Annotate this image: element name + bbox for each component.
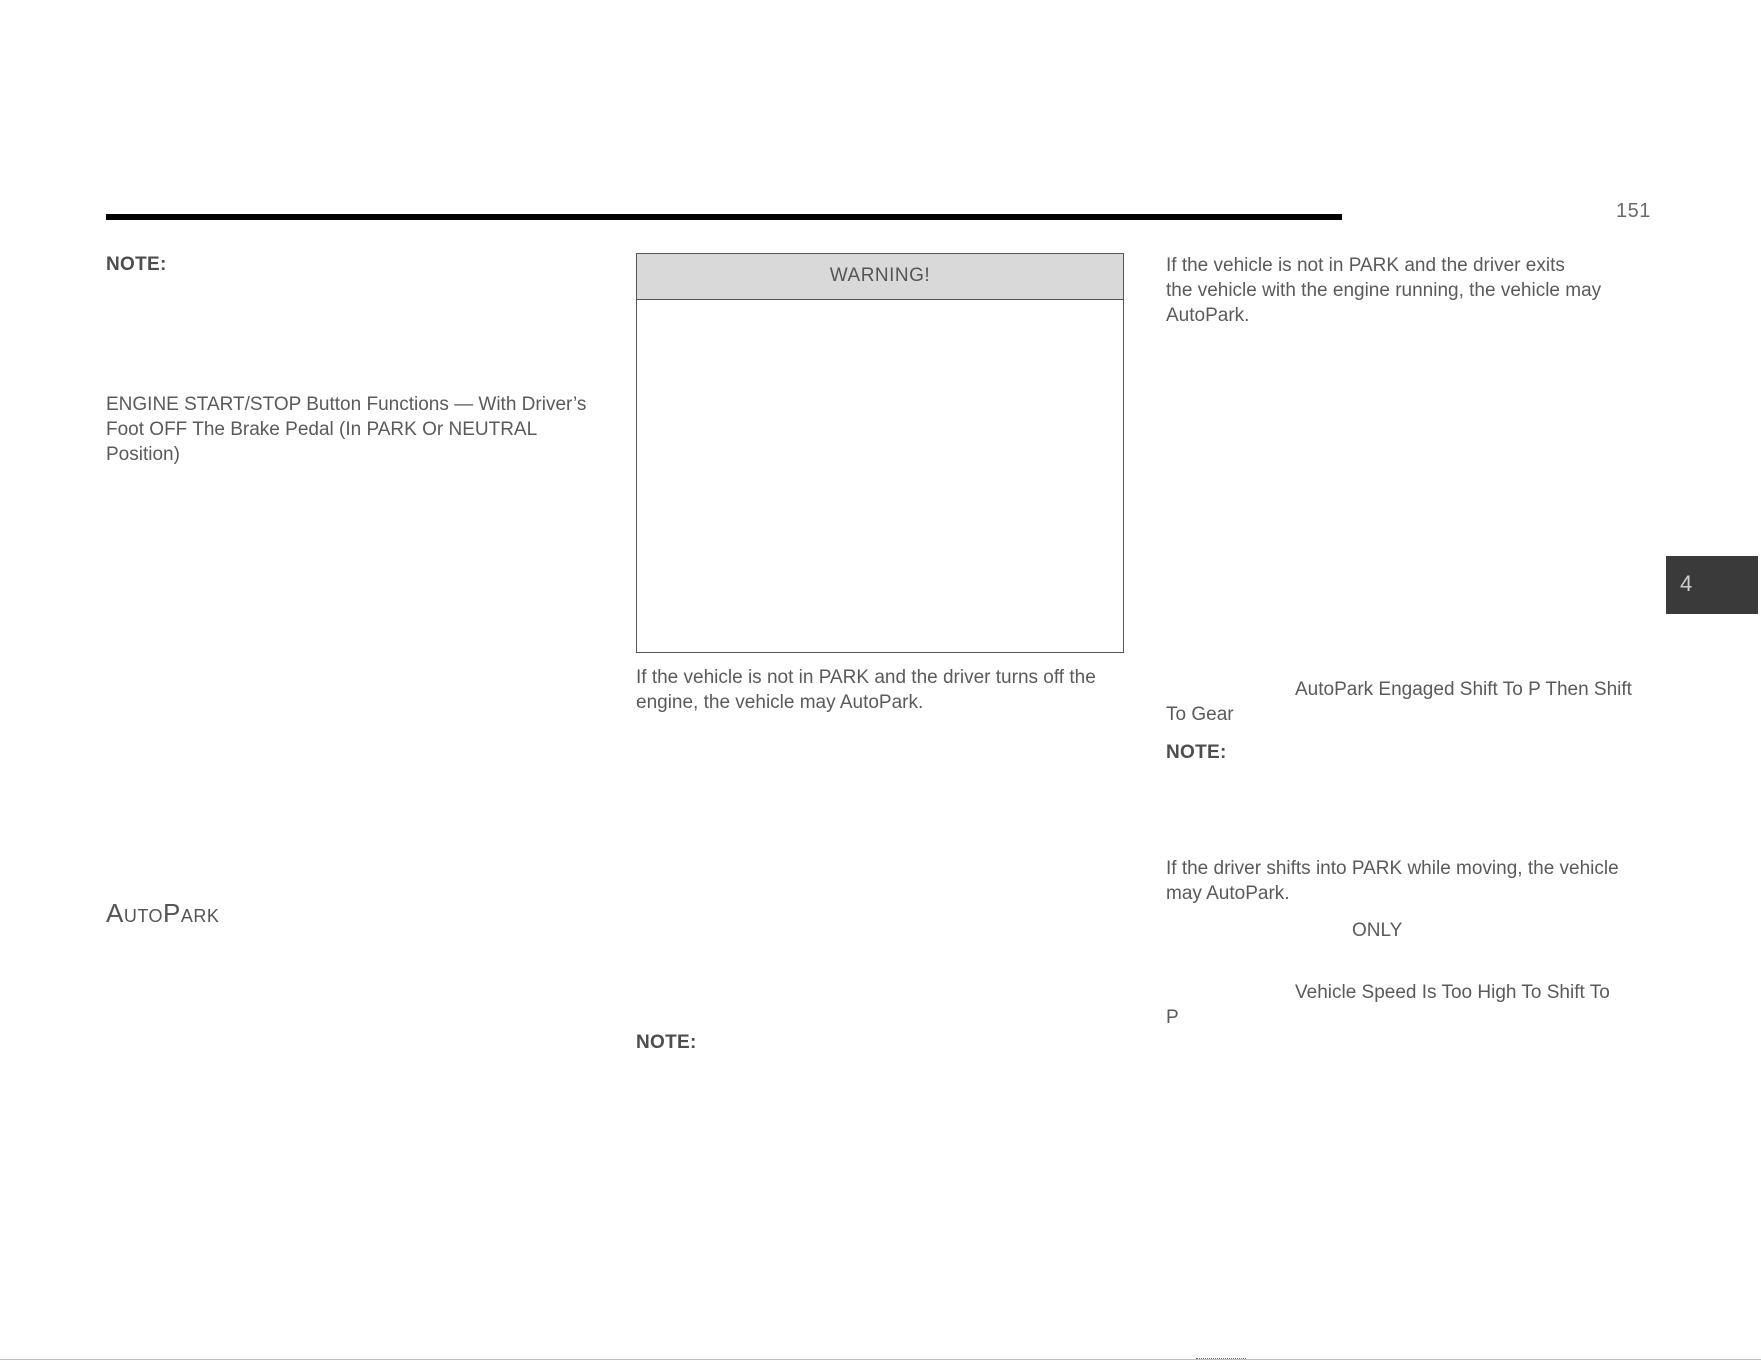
autopark-engine-off-line-2: engine, the vehicle may AutoPark. [636, 692, 924, 713]
autopark-shift-line-1: If the driver shifts into PARK while moving, the vehicle [1166, 858, 1619, 879]
footer-mark [1196, 1358, 1246, 1360]
autopark-exit-line-3: AutoPark. [1166, 305, 1250, 326]
note-label: NOTE: [106, 254, 167, 275]
start-stop-subheading-line-1: ENGINE START/STOP Button Functions — With Driver’s [106, 394, 587, 415]
start-stop-subheading-line-3: Position) [106, 444, 180, 465]
chapter-tab[interactable] [1666, 556, 1758, 614]
chapter-tab-number: 4 [1680, 571, 1693, 596]
header-rule [106, 214, 1342, 220]
autopark-engine-off-line-1: If the vehicle is not in PARK and the driver turns off the [636, 667, 1096, 688]
start-stop-subheading-line-2: Foot OFF The Brake Pedal (In PARK Or NEUTRAL [106, 419, 538, 440]
page-number: 151 [1616, 200, 1651, 222]
cluster-message-to-gear: To Gear [1166, 704, 1234, 725]
cluster-message-p: P [1166, 1007, 1179, 1028]
cluster-message-autopark-engaged: AutoPark Engaged Shift To P Then Shift [1295, 679, 1632, 700]
note-label: NOTE: [636, 1032, 697, 1053]
autopark-exit-line-2: the vehicle with the engine running, the vehicle may [1166, 280, 1602, 301]
autopark-exit-line-1: If the vehicle is not in PARK and the driver exits [1166, 255, 1565, 276]
section-title-autopark: AutoPark [106, 898, 220, 928]
warning-title: WARNING! [829, 265, 931, 286]
autopark-shift-line-2: may AutoPark. [1166, 883, 1290, 904]
note-label: NOTE: [1166, 742, 1227, 763]
warning-box [636, 253, 1124, 653]
footer-rule [0, 1359, 1761, 1360]
warning-header [637, 254, 1123, 300]
cluster-message-speed-too-high: Vehicle Speed Is Too High To Shift To [1295, 982, 1610, 1003]
emphasis-only: ONLY [1352, 920, 1403, 941]
